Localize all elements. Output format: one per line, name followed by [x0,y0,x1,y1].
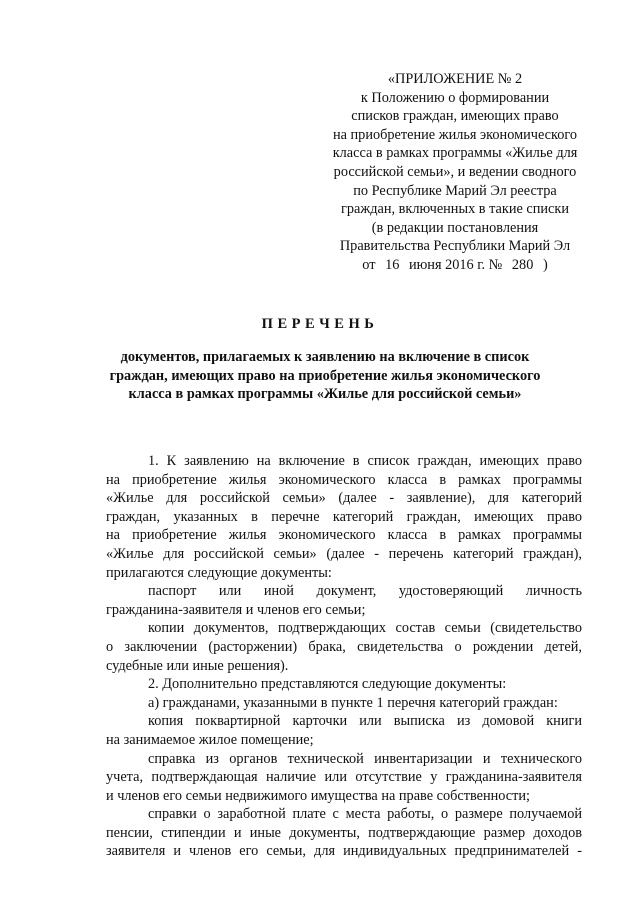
date-close: ) [542,256,548,273]
body-line: учета, подтверждающая наличие или отсутствие у гражданина-заявителя [106,769,582,786]
body-line: на приобретение жилья экономического класса в рамках программы [106,527,582,544]
appendix-line: списков граждан, имеющих право [351,108,559,125]
body-line: прилагаются следующие документы: [106,564,332,581]
body-line: паспорт или иной документ, удостоверяющий личность [148,583,582,600]
body-line: 1. К заявлению на включение в список граждан, имеющих право [148,453,582,469]
appendix-line: граждан, включенных в такие списки [341,201,569,218]
subtitle-line: документов, прилагаемых к заявлению на включение в список [120,349,530,365]
body-line: справки о заработной плате с места работы, о размере получаемой [148,806,582,823]
date-year: 2016 г. № [445,256,503,273]
body-line: копии документов, подтверждающих состав семьи (свидетельство [148,620,582,637]
date-month: июня [408,256,442,273]
appendix-date-line [300,256,610,275]
appendix-line: класса в рамках программы «Жилье для [332,145,578,162]
body-line: справка из органов технической инвентаризации и технического [148,750,582,767]
appendix-line: Правительства Республики Марий Эл [339,238,571,255]
appendix-line: к Положению о формировании [360,89,550,106]
body-line: о заключении (расторжении) брака, свидетельства о рождении детей, [106,638,582,655]
appendix-line: на приобретение жилья экономического [332,126,578,143]
body-line: а) гражданами, указанными в пункте 1 перечня категорий граждан: [148,694,558,711]
date-prefix: от [362,256,376,273]
body-line: судебные или иные решения). [106,657,289,674]
appendix-header [300,70,610,275]
document-title: ПЕРЕЧЕНЬ [261,316,379,332]
body-line: «Жилье для российской семьи» (далее - заявление), для категорий [106,490,582,507]
body-line: гражданина-заявителя и членов его семьи; [106,601,366,618]
subtitle-line: класса в рамках программы «Жилье для российской семьи» [128,386,522,403]
body-line: и членов его семьи недвижимого имущества на праве собственности; [106,787,531,804]
body-line: заявителя и членов его семьи, для индивидуальных предпринимателей - [106,843,582,860]
subtitle-line: граждан, имеющих право на приобретение жилья экономического [109,367,541,384]
body-line: на приобретение жилья экономического класса в рамках программы [106,471,582,488]
date-day: 16 [385,256,400,273]
body-line: «Жилье для российской семьи» (далее - перечень категорий граждан), [106,545,582,562]
document-body [106,452,582,861]
body-line: пенсии, стипендии и иные документы, подтверждающие размер доходов [106,824,582,841]
body-line: копия поквартирной карточки или выписка из домовой книги [148,713,582,730]
body-line: на занимаемое жилое помещение; [106,731,314,748]
resolution-number: 280 [511,256,534,273]
appendix-line: по Республике Марий Эл реестра [353,182,557,199]
document-subtitle [90,348,560,404]
appendix-line: (в редакции постановления [371,219,539,236]
body-line: граждан, указанных в перечне категорий граждан, имеющих право [106,508,582,525]
appendix-line: российской семьи», и ведении сводного [333,163,577,180]
appendix-line: «ПРИЛОЖЕНИЕ № 2 [387,71,523,87]
body-line: 2. Дополнительно представляются следующие документы: [148,676,507,693]
